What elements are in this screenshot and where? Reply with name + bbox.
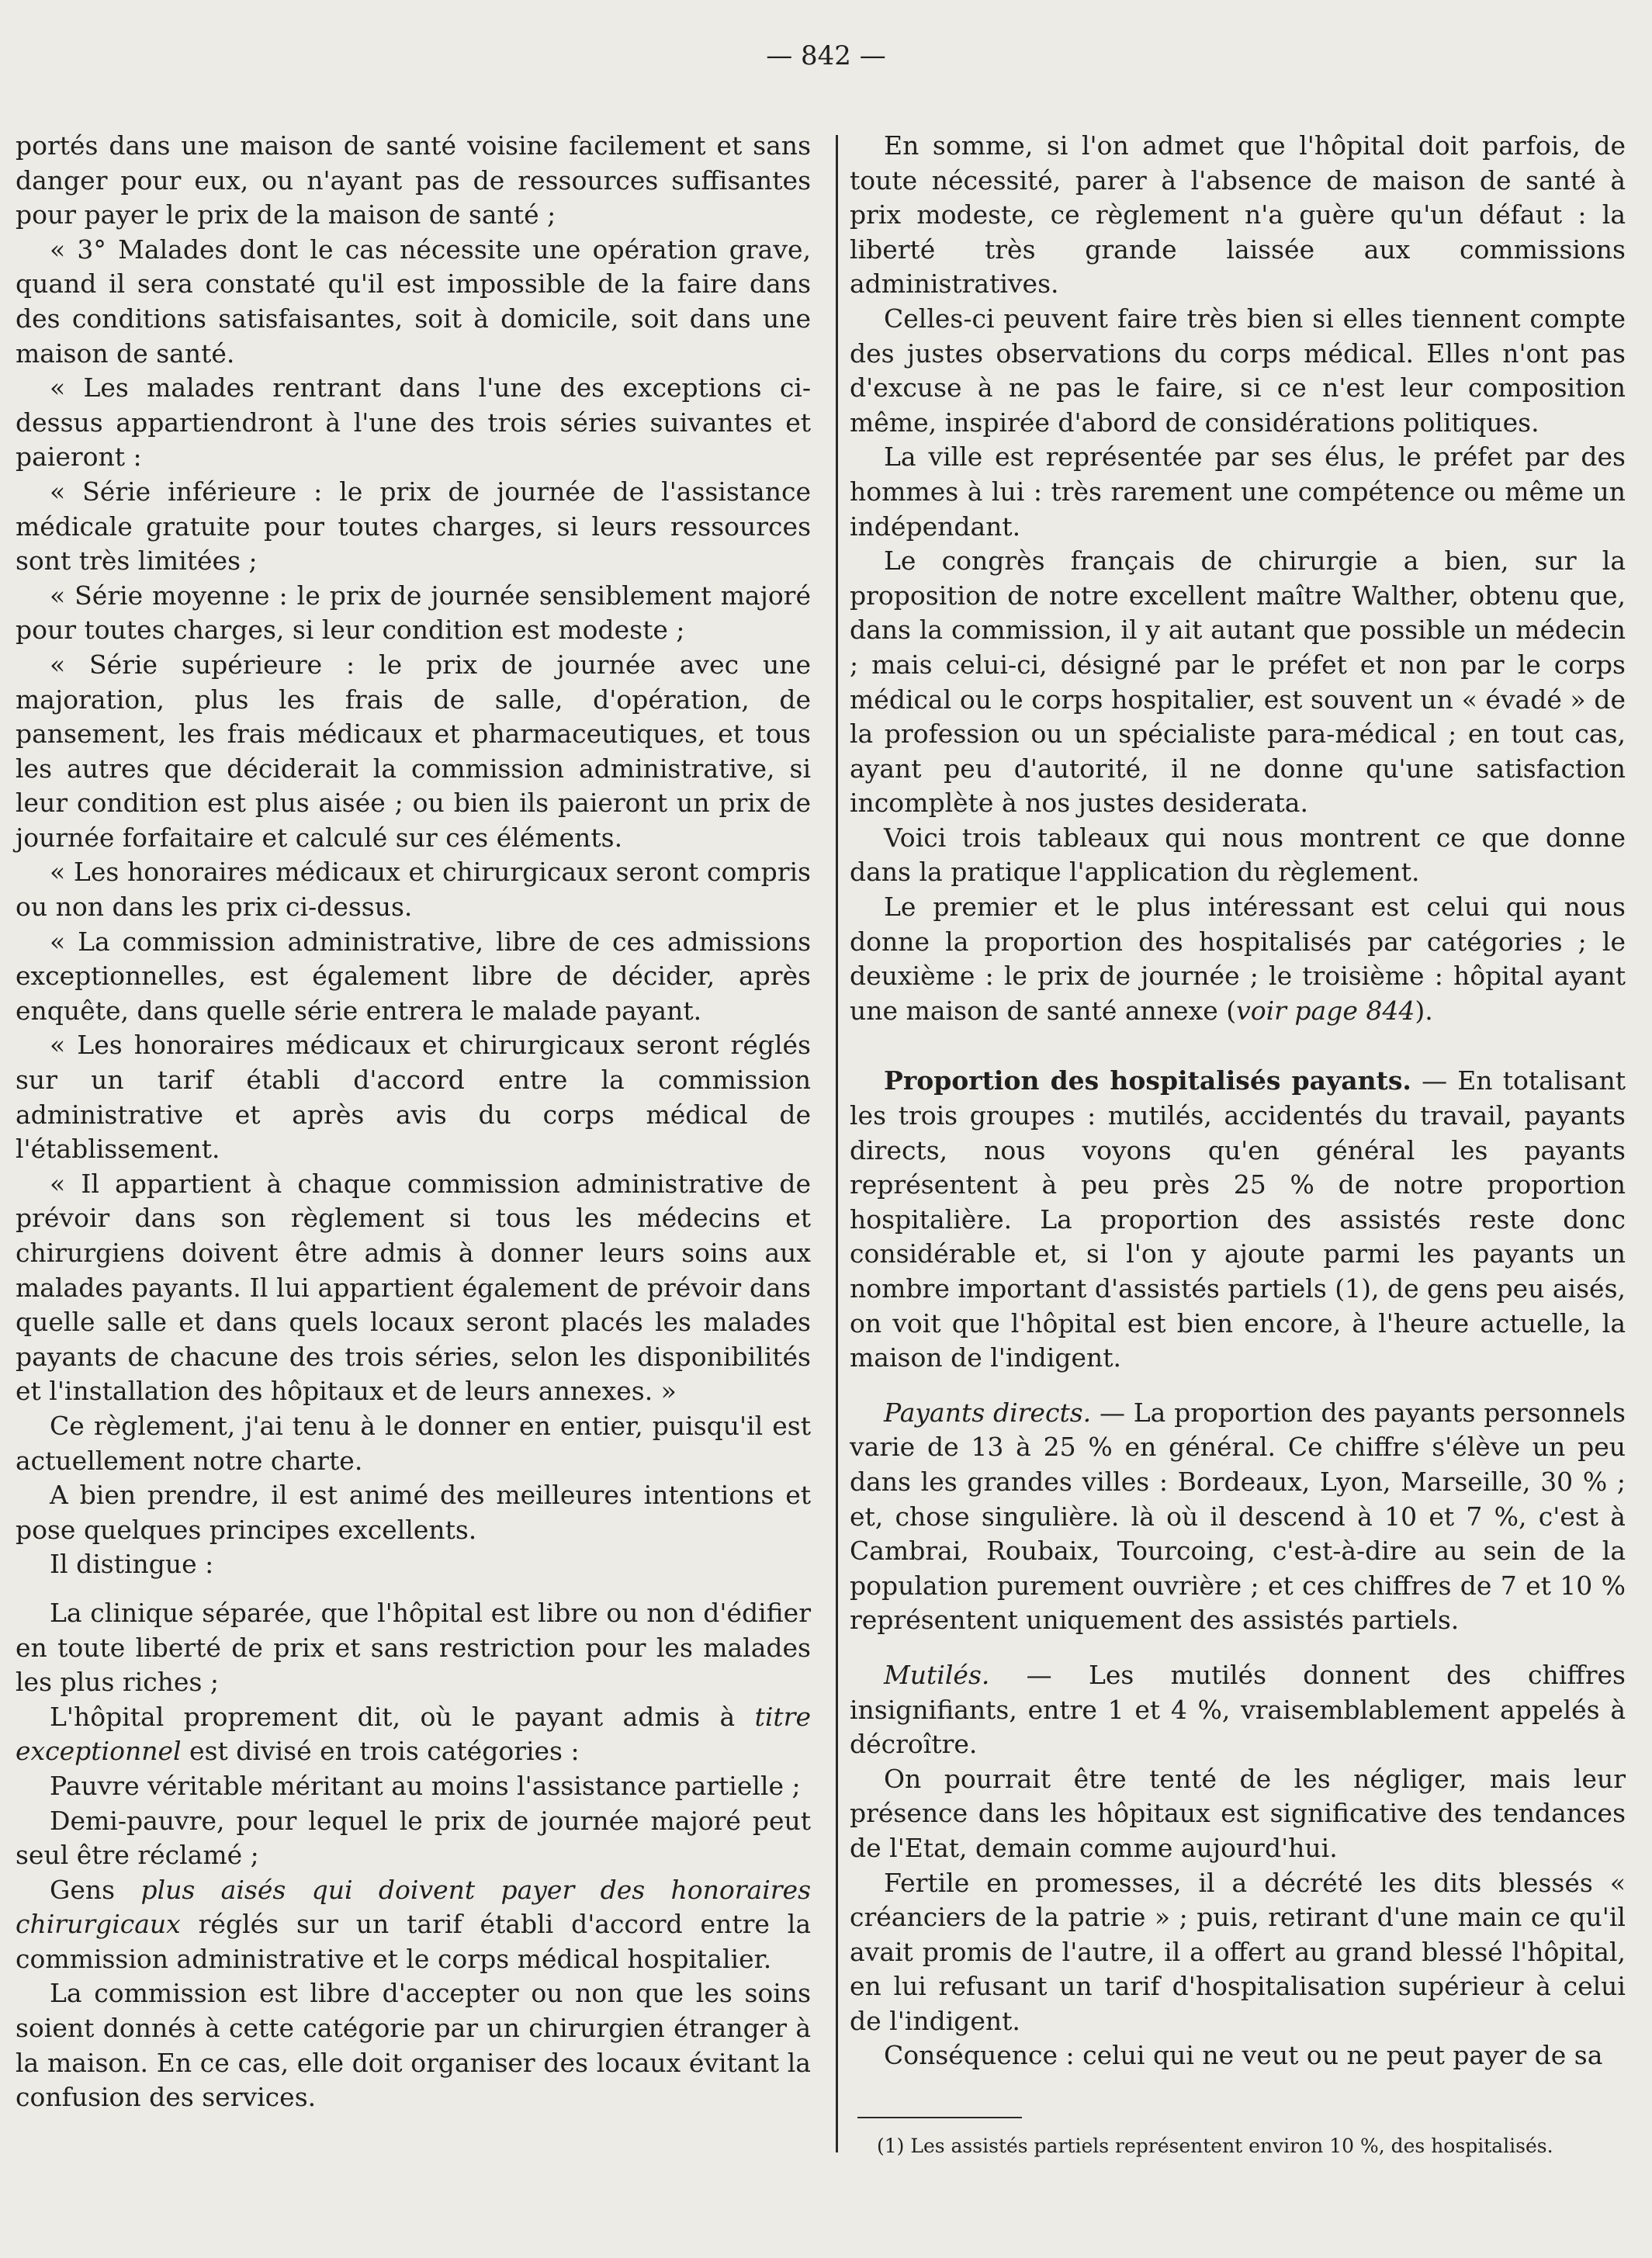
paragraph: « Série inférieure : le prix de journée de l'assistance médicale gratuite pour toutes charges, si leurs ressources sont très limitées ; [16,476,811,577]
paragraph: Conséquence : celui qui ne veut ou ne peut payer de sa [884,2040,1603,2071]
page-reference: voir page 844 [1236,995,1415,1026]
section-heading: Mutilés. [884,1659,990,1690]
paragraph: « 3° Malades dont le cas nécessite une opération grave, quand il sera constaté qu'il est impossible de la faire dans des conditions satisfaisantes, soit à domicile, soit dans une maison de santé. [16,234,811,369]
section-heading: Payants directs. [884,1397,1092,1428]
paragraph: Fertile en promesses, il a décrété les dits blessés « créanciers de la patrie » ; puis, retirant d'une main ce qu'il avait promis de l'autre, il a offert au grand blessé l'hôpital, en lui refusant un tarif d'hospitalisation supérieur à celui de l'indigent. [850,1867,1626,2036]
paragraph: A bien prendre, il est animé des meilleures intentions et pose quelques principes excellents. [16,1480,811,1545]
paragraph: « Les honoraires médicaux et chirurgicaux seront réglés sur un tarif établi d'accord entre la commission administrative et après avis du corps médical de l'établissement. [16,1030,811,1165]
paragraph: Le premier et le plus intéressant est celui qui nous donne la proportion des hospitalisés par catégories ; le deuxième : le prix de journée ; le troisième : hôpital ayant une maison de santé annexe (voir page 844). [850,892,1626,1026]
paragraph: Gens plus aisés qui doivent payer des honoraires chirurgicaux réglés sur un tarif établi d'accord entre la commission administrative et le corps médical hospitalier. [16,1874,811,1974]
footnote: (1) Les assistés partiels représentent environ 10 %, des hospitalisés. [877,2135,1553,2157]
emphasis: titre exceptionnel [16,1701,811,1767]
paragraph: La clinique séparée, que l'hôpital est libre ou non d'édifier en toute liberté de prix et sans restriction pour les malades les plus riches ; [16,1597,811,1698]
left-column [16,129,811,2115]
column-divider [836,135,838,2152]
paragraph: La ville est représentée par ses élus, le préfet par des hommes à lui : très rarement une compétence ou même un indépendant. [850,442,1626,542]
paragraph: portés dans une maison de santé voisine facilement et sans danger pour eux, ou n'ayant pas de ressources suffisantes pour payer le prix de la maison de santé ; [16,130,811,230]
section-paragraph: Payants directs. — La proportion des payants personnels varie de 13 à 25 % en général. Ce chiffre s'élève un peu dans les grandes villes : Bordeaux, Lyon, Marseille, 30 % ; et, chose singulière. là où il descend à 10 et 7 %, c'est à Cambrai, Roubaix, Tourcoing, c'est-à-dire au sein de la population purement ouvrière ; et ces chiffres de 7 et 10 % représentent uniquement des assistés partiels. [850,1397,1626,1636]
paragraph: En somme, si l'on admet que l'hôpital doit parfois, de toute nécessité, parer à l'absence de maison de santé à prix modeste, ce règlement n'a guère qu'un défaut : la liberté très grande laissée aux commissions administratives. [850,130,1626,300]
paragraph: Celles-ci peuvent faire très bien si elles tiennent compte des justes observations du corps médical. Elles n'ont pas d'excuse à ne pas le faire, si ce n'est leur composition même, inspirée d'abord de considérations politiques. [850,303,1626,438]
right-column [850,129,1626,2073]
emphasis: plus aisés qui doivent payer des honoraires chirurgicaux [16,1874,811,1940]
paragraph: Demi-pauvre, pour lequel le prix de journée majoré peut seul être réclamé ; [16,1805,811,1871]
section-heading: Proportion des hospitalisés payants. [884,1065,1411,1096]
paragraph: On pourrait être tenté de les négliger, mais leur présence dans les hôpitaux est significative des tendances de l'Etat, demain comme aujourd'hui. [850,1763,1626,1863]
paragraph: Le congrès français de chirurgie a bien, sur la proposition de notre excellent maître Walther, obtenu que, dans la commission, il y ait autant que possible un médecin ; mais celui-ci, désigné par le préfet et non par le corps médical ou le corps hospitalier, est souvent un « évadé » de la profession ou un spécialiste para-médical ; en tout cas, ayant peu d'autorité, il ne donne qu'une satisfaction incomplète à nos justes desiderata. [850,545,1626,819]
page-number: — 842 — [766,40,886,71]
paragraph: « Série moyenne : le prix de journée sensiblement majoré pour toutes charges, si leur condition est modeste ; [16,580,811,646]
paragraph: Ce règlement, j'ai tenu à le donner en entier, puisqu'il est actuellement notre charte. [16,1410,811,1476]
paragraph: « Les malades rentrant dans l'une des exceptions ci-dessus appartiendront à l'une des trois séries suivantes et paieront : [16,372,811,473]
paragraph: Il distingue : [50,1549,214,1580]
paragraph: « Il appartient à chaque commission administrative de prévoir dans son règlement si tous les médecins et chirurgiens doivent être admis à donner leurs soins aux malades payants. Il lui appartient également de prévoir dans quelle salle et dans quels locaux seront placés les malades payants de chacune des trois séries, selon les disponibilités et l'installation des hôpitaux et de leurs annexes. » [16,1168,811,1407]
paragraph: « Les honoraires médicaux et chirurgicaux seront compris ou non dans les prix ci-dessus. [16,857,811,923]
paragraph: « La commission administrative, libre de ces admissions exceptionnelles, est également libre de décider, après enquête, dans quelle série entrera le malade payant. [16,926,811,1026]
paragraph: Pauvre véritable méritant au moins l'assistance partielle ; [50,1770,801,1801]
section-paragraph: Proportion des hospitalisés payants. — En totalisant les trois groupes : mutilés, accidentés du travail, payants directs, nous voyons qu'en général les payants représentent à peu près 25 % de notre proportion hospitalière. La proportion des assistés reste donc considérable et, si l'on y ajoute parmi les payants un nombre important d'assistés partiels (1), de gens peu aisés, on voit que l'hôpital est bien encore, à l'heure actuelle, la maison de l'indigent. [850,1065,1626,1373]
section-paragraph: Mutilés. — Les mutilés donnent des chiffres insignifiants, entre 1 et 4 %, vraisemblablement appelés à décroître. [850,1659,1626,1760]
paragraph: Voici trois tableaux qui nous montrent ce que donne dans la pratique l'application du règlement. [850,822,1626,888]
paragraph: L'hôpital proprement dit, où le payant admis à titre exceptionnel est divisé en trois catégories : [16,1701,811,1767]
footnote-rule [857,2117,1022,2118]
paragraph: La commission est libre d'accepter ou non que les soins soient donnés à cette catégorie par un chirurgien étranger à la maison. En ce cas, elle doit organiser des locaux évitant la confusion des services. [16,1978,811,2113]
paragraph: « Série supérieure : le prix de journée avec une majoration, plus les frais de salle, d'opération, de pansement, les frais médicaux et pharmaceutiques, et tous les autres que déciderait la commission administrative, si leur condition est plus aisée ; ou bien ils paieront un prix de journée forfaitaire et calculé sur ces éléments. [16,649,811,853]
